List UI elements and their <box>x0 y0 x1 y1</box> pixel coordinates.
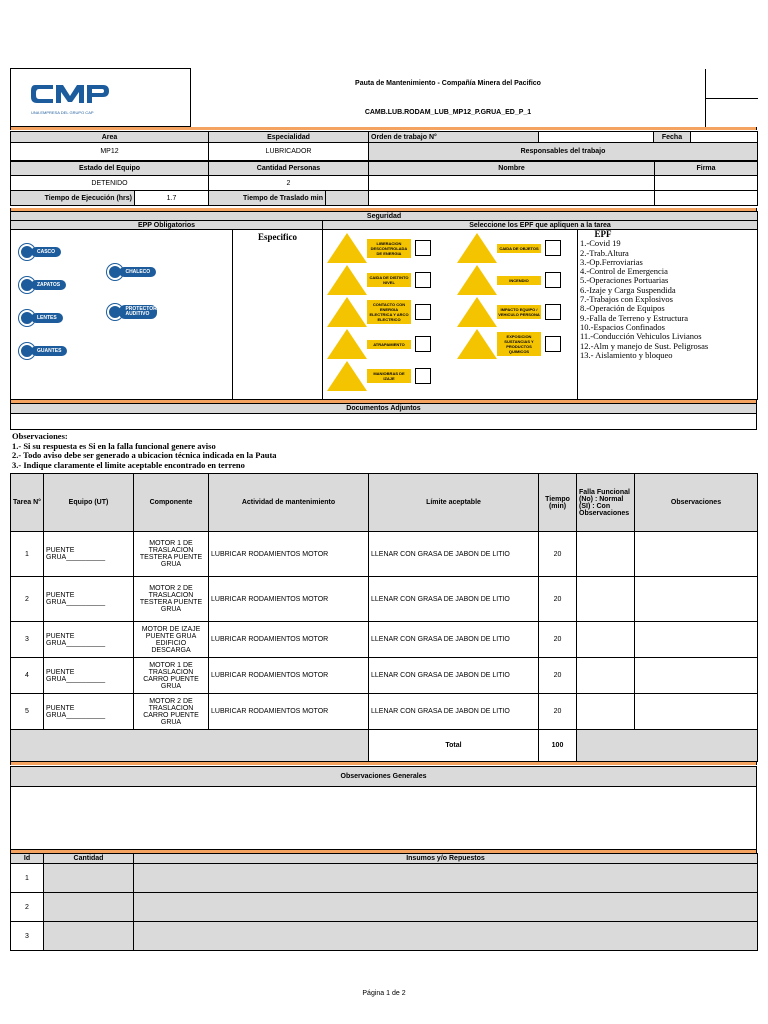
orden-field[interactable] <box>539 132 654 143</box>
chaleco-sign: CHALECO <box>107 264 157 280</box>
form-code: CAMB.LUB.RODAM_LUB_MP12_P.GRUA_ED_P_1 <box>364 109 532 116</box>
hazard-caida-objetos: CAIDA DE OBJETOS <box>457 234 561 262</box>
task-actividad: LUBRICAR RODAMIENTOS MOTOR <box>209 622 369 658</box>
total-row <box>11 730 758 762</box>
hazard-electrico: CONTACTO CON ENERGIA ELECTRICA Y ARCO ELECTRICO <box>327 298 431 326</box>
cantidad-value: 2 <box>209 176 369 191</box>
divider <box>10 127 757 130</box>
task-falla-field[interactable] <box>577 532 635 577</box>
insumo-cantidad-field[interactable] <box>44 922 134 951</box>
form-title: Pauta de Mantenimiento - Compañía Minera del Pacifico <box>355 80 541 87</box>
task-equipo: PUENTE GRUA__________ <box>44 658 134 694</box>
task-limite: LLENAR CON GRASA DE JABON DE LITIO <box>369 532 539 577</box>
obs-generales-label: Observaciones Generales <box>11 767 757 787</box>
epf-list <box>578 230 758 400</box>
company-logo <box>11 69 191 127</box>
table-row <box>11 694 758 730</box>
auditivo-sign: PROTECTOR AUDITIVO <box>107 304 157 320</box>
task-tiempo: 20 <box>539 694 577 730</box>
work-info <box>10 131 758 161</box>
task-tiempo: 20 <box>539 577 577 622</box>
cantidad-label: Cantidad Personas <box>209 162 369 176</box>
hazard-checkbox[interactable] <box>545 240 561 256</box>
col-header: Equipo (UT) <box>44 474 134 532</box>
observaciones-line: 2.- Todo aviso debe ser generado a ubicacion técnica indicada en la Pauta <box>12 450 277 460</box>
total-label: Total <box>369 730 539 762</box>
nombre-label: Nombre <box>369 162 655 176</box>
responsables-label: Responsables del trabajo <box>369 143 758 161</box>
casco-sign: CASCO <box>19 244 67 260</box>
table-row <box>11 658 758 694</box>
task-equipo: PUENTE GRUA__________ <box>44 694 134 730</box>
lentes-sign: LENTES <box>19 310 67 326</box>
warning-icon <box>327 297 367 327</box>
col-header: Límite aceptable <box>369 474 539 532</box>
hazard-checkbox[interactable] <box>415 304 431 320</box>
page-footer: Página 1 de 2 <box>362 990 406 997</box>
table-row <box>11 622 758 658</box>
task-equipo: PUENTE GRUA__________ <box>44 577 134 622</box>
task-obs-field[interactable] <box>635 658 758 694</box>
logo-subtitle: UNA EMPRESA DEL GRUPO CAP <box>31 109 94 115</box>
warning-icon <box>457 265 497 295</box>
hazard-checkbox[interactable] <box>545 304 561 320</box>
task-equipo: PUENTE GRUA__________ <box>44 622 134 658</box>
epf-item: 6.-Izaje y Carga Suspendida <box>580 284 676 295</box>
warning-icon <box>457 329 497 359</box>
guantes-sign: GUANTES <box>19 343 67 359</box>
epf-item: 5.-Operaciones Portuarias <box>580 275 669 286</box>
insumo-cantidad-field[interactable] <box>44 893 134 922</box>
task-limite: LLENAR CON GRASA DE JABON DE LITIO <box>369 577 539 622</box>
documentos-section <box>10 403 757 430</box>
task-tiempo: 20 <box>539 532 577 577</box>
tasks-table <box>10 473 758 762</box>
estado-value: DETENIDO <box>11 176 209 191</box>
orden-label: Orden de trabajo N° <box>369 132 539 143</box>
task-number: 3 <box>11 622 44 658</box>
epf-item: 12.-Alm y manejo de Sust. Peligrosas <box>580 340 709 351</box>
hazard-incendio: INCENDIO <box>457 266 561 294</box>
task-componente: MOTOR DE IZAJE PUENTE GRUA EDIFICIO DESCARGA <box>134 622 209 658</box>
hazard-liberacion: LIBERACION DESCONTROLADA DE ENERGIA <box>327 234 431 262</box>
seguridad-section <box>10 211 758 400</box>
task-obs-field[interactable] <box>635 577 758 622</box>
task-falla-field[interactable] <box>577 658 635 694</box>
tiempo-ejecucion-label: Tiempo de Ejecución (hrs) <box>11 191 135 206</box>
epf-item: 9.-Falla de Terreno y Estructura <box>580 312 689 323</box>
hazard-quimicos: EXPOSICION SUSTANCIAS Y PRODUCTOS QUIMICOS <box>457 330 561 358</box>
observaciones-line: 3.- Indique claramente el limite aceptable encontrado en terreno <box>12 459 245 470</box>
task-actividad: LUBRICAR RODAMIENTOS MOTOR <box>209 658 369 694</box>
tiempo-traslado-field[interactable] <box>326 191 369 206</box>
equipment-info <box>10 161 758 206</box>
total-value: 100 <box>539 730 577 762</box>
task-actividad: LUBRICAR RODAMIENTOS MOTOR <box>209 532 369 577</box>
insumo-field[interactable] <box>134 864 758 893</box>
hazard-atrapamiento: ATRAPAMIENTO <box>327 330 431 358</box>
hazard-checkbox[interactable] <box>415 368 431 384</box>
col-header: Actividad de mantenimiento <box>209 474 369 532</box>
epf-item: 7.-Trabajos con Explosivos <box>580 294 673 305</box>
tiempo-traslado-label: Tiempo de Traslado min <box>209 191 326 206</box>
insumo-field[interactable] <box>134 922 758 951</box>
insumo-cantidad-field[interactable] <box>44 864 134 893</box>
firma-field-2[interactable] <box>655 191 758 206</box>
warning-icon <box>327 233 367 263</box>
especifico-label: Especifico <box>233 230 323 400</box>
obs-generales-field[interactable] <box>11 787 757 850</box>
epf-item: 1.-Covid 19 <box>580 238 621 249</box>
col-header: Id <box>11 854 44 864</box>
hazard-caida-nivel: CAIDA DE DISTINTO NIVEL <box>327 266 431 294</box>
task-componente: MOTOR 2 DE TRASLACION TESTERA PUENTE GRUA <box>134 577 209 622</box>
col-header: Tarea N° <box>11 474 44 532</box>
task-componente: MOTOR 1 DE TRASLACION TESTERA PUENTE GRUA <box>134 532 209 577</box>
task-componente: MOTOR 2 DE TRASLACION CARRO PUENTE GRUA <box>134 694 209 730</box>
fecha-field[interactable] <box>691 132 758 143</box>
task-falla-field[interactable] <box>577 622 635 658</box>
observaciones-block <box>10 430 757 473</box>
task-actividad: LUBRICAR RODAMIENTOS MOTOR <box>209 694 369 730</box>
firma-field[interactable] <box>655 176 758 191</box>
epf-item: 11.-Conducción Vehiculos Livianos <box>580 331 702 342</box>
task-number: 1 <box>11 532 44 577</box>
warning-icon <box>327 265 367 295</box>
task-tiempo: 20 <box>539 622 577 658</box>
col-header: Cantidad <box>44 854 134 864</box>
tiempo-ejecucion-value: 1.7 <box>135 191 209 206</box>
col-header: Falla Funcional (No) : Normal (SI) : Con Observaciones <box>577 474 635 532</box>
warning-icon <box>457 233 497 263</box>
epp-signs <box>11 230 233 400</box>
task-limite: LLENAR CON GRASA DE JABON DE LITIO <box>369 694 539 730</box>
task-number: 5 <box>11 694 44 730</box>
observaciones-generales-section <box>10 766 757 850</box>
hazard-grid <box>323 230 578 400</box>
documentos-field[interactable] <box>11 414 757 430</box>
task-equipo: PUENTE GRUA__________ <box>44 532 134 577</box>
col-header: Observaciones <box>635 474 758 532</box>
firma-label: Firma <box>655 162 758 176</box>
form-header <box>10 68 758 127</box>
col-header: Componente <box>134 474 209 532</box>
warning-icon <box>457 297 497 327</box>
insumos-table <box>10 853 758 951</box>
epf-item: 8.-Operación de Equipos <box>580 303 665 314</box>
table-row <box>11 893 758 922</box>
task-tiempo: 20 <box>539 658 577 694</box>
warning-icon <box>327 329 367 359</box>
hazard-checkbox[interactable] <box>415 272 431 288</box>
seguridad-title: Seguridad <box>11 212 758 221</box>
task-falla-field[interactable] <box>577 577 635 622</box>
especialidad-value: LUBRICADOR <box>209 143 369 161</box>
documentos-label: Documentos Adjuntos <box>11 404 757 414</box>
task-actividad: LUBRICAR RODAMIENTOS MOTOR <box>209 577 369 622</box>
task-obs-field[interactable] <box>635 622 758 658</box>
table-row <box>11 864 758 893</box>
hazard-checkbox[interactable] <box>415 336 431 352</box>
insumo-id: 1 <box>11 864 44 893</box>
hazard-izaje: MANIOBRAS DE IZAJE <box>327 362 431 390</box>
insumo-field[interactable] <box>134 893 758 922</box>
nombre-field-2[interactable] <box>369 191 655 206</box>
epf-item: 13.- Aislamiento y bloqueo <box>580 349 673 360</box>
epf-title: EPF <box>594 229 612 239</box>
cmp-logo-icon <box>31 81 111 109</box>
table-row <box>11 532 758 577</box>
estado-label: Estado del Equipo <box>11 162 209 176</box>
task-falla-field[interactable] <box>577 694 635 730</box>
epp-label: EPP Obligatorios <box>11 221 323 230</box>
epf-item: 4.-Control de Emergencia <box>580 266 668 277</box>
zapatos-sign: ZAPATOS <box>19 277 67 293</box>
warning-icon <box>327 361 367 391</box>
task-obs-field[interactable] <box>635 532 758 577</box>
table-row <box>11 577 758 622</box>
task-limite: LLENAR CON GRASA DE JABON DE LITIO <box>369 658 539 694</box>
table-row <box>11 922 758 951</box>
observaciones-line: 1.- Si su respuesta es Si en la falla funcional genere aviso <box>12 440 216 451</box>
hazard-checkbox[interactable] <box>545 336 561 352</box>
especialidad-label: Especialidad <box>209 132 369 143</box>
area-label: Area <box>11 132 209 143</box>
epf-item: 2.-Trab.Altura <box>580 247 629 258</box>
hazard-impacto: IMPACTO EQUIPO / VEHICULO PERSONA <box>457 298 561 326</box>
fecha-label: Fecha <box>654 132 691 143</box>
epf-item: 3.-Op.Ferroviarias <box>580 256 643 267</box>
observaciones-title: Observaciones: <box>12 431 68 441</box>
col-header: Insumos y/o Repuestos <box>134 854 758 864</box>
area-value: MP12 <box>11 143 209 161</box>
task-componente: MOTOR 1 DE TRASLACION CARRO PUENTE GRUA <box>134 658 209 694</box>
epf-select-label: Seleccione los EPF que apliquen a la tarea <box>323 221 758 230</box>
task-number: 4 <box>11 658 44 694</box>
task-number: 2 <box>11 577 44 622</box>
epf-item: 10.-Espacios Confinados <box>580 321 665 332</box>
col-header: Tiempo (min) <box>539 474 577 532</box>
task-obs-field[interactable] <box>635 694 758 730</box>
insumo-id: 2 <box>11 893 44 922</box>
nombre-field[interactable] <box>369 176 655 191</box>
hazard-checkbox[interactable] <box>415 240 431 256</box>
task-limite: LLENAR CON GRASA DE JABON DE LITIO <box>369 622 539 658</box>
divider <box>10 762 757 765</box>
insumo-id: 3 <box>11 922 44 951</box>
maintenance-form <box>10 68 757 951</box>
hazard-checkbox[interactable] <box>545 272 561 288</box>
